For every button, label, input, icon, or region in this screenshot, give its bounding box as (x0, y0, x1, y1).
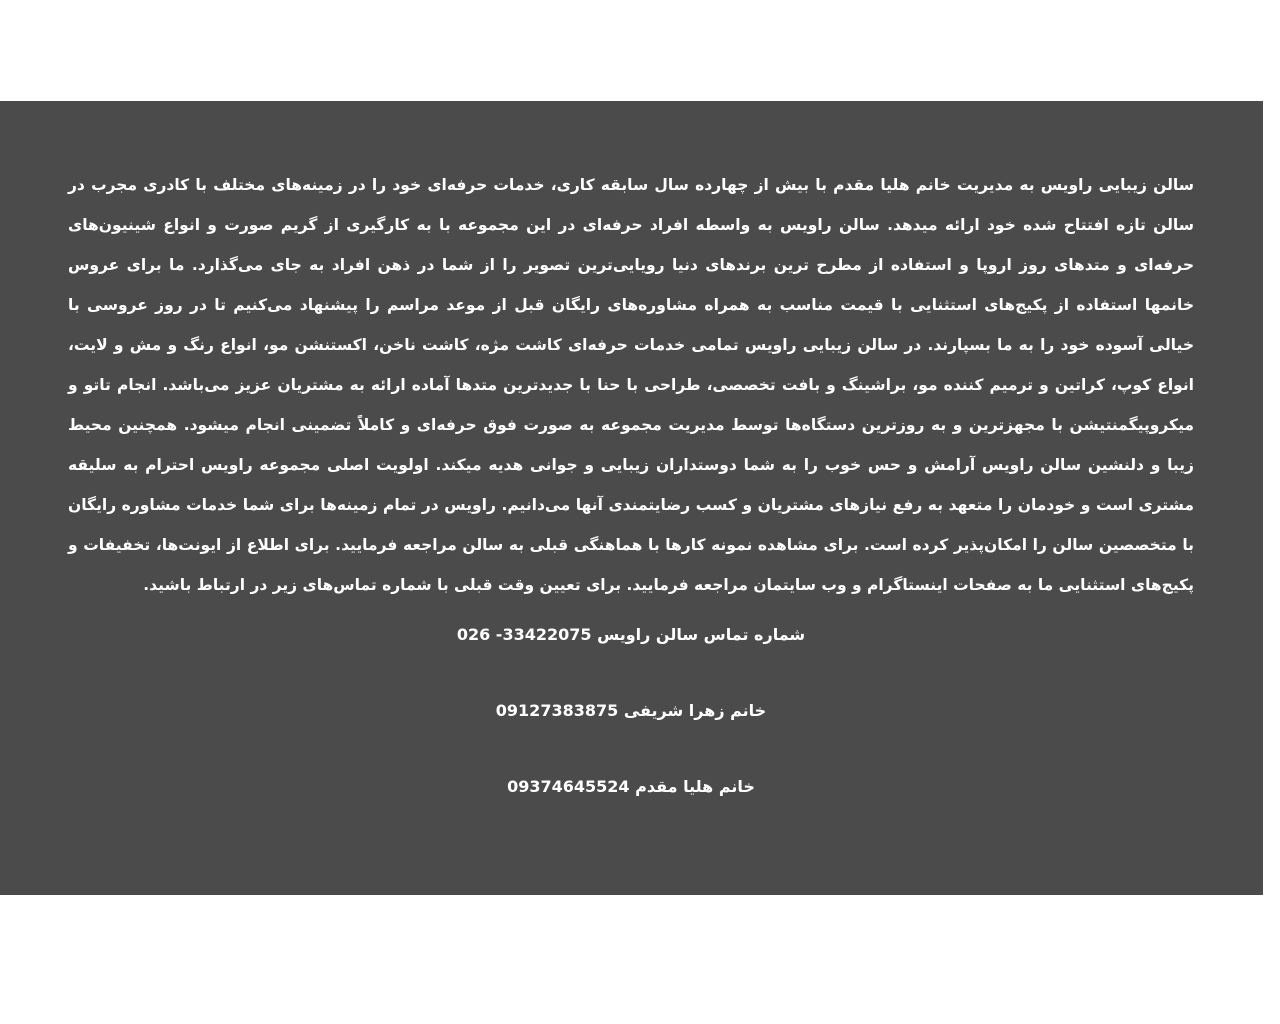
about-section (0, 101, 1263, 895)
contact-helia-moghadam: خانم هلیا مقدم 09374645524 (507, 777, 755, 796)
page-edge-strip (1263, 101, 1280, 895)
contact-salon-phone: شماره تماس سالن راویس 33422075- 026 (456, 625, 806, 644)
about-paragraph: سالن زیبایی راویس به مدیریت خانم هلیا مقدم با بیش از چهارده سال سابقه کاری، خدمات حرفه‌ای خود را در زمینه‌های مختلف با کادری مجرب در سالن تازه افتتاح شده خود ارائه میدهد. سالن راویس به واسطه افراد حرفه‌ای در این مجموعه با به کارگیری از گریم صورت و انواع شینیون‌های حرفه‌ای و متدهای روز اروپا و استفاده از مطرح ترین برندهای دنیا رویایی‌ترین تصویر را از شما در ذهن افراد به جای می‌گذارد. ما برای عروس خانمها استفاده از پکیج‌های استثنایی با قیمت مناسب به همراه مشاوره‌های رایگان قبل از موعد مراسم را پیشنهاد می‌کنیم تا در روز عروسی با خیالی آسوده خود را به ما بسپارند. در سالن زیبایی راویس تمامی خدمات حرفه‌ای کاشت مژه، کاشت ناخن، اکستنشن مو، انواع رنگ و مش و لایت، انواع کوپ، کراتین و ترمیم کننده مو، براشینگ و بافت تخصصی، طراحی با حنا با جدیدترین متدها آماده ارائه به مشتریان عزیز می‌باشد. انجام تاتو و میکروپیگمنتیشن با مجهزترین و به روزترین دستگاه‌ها توسط مدیریت مجموعه به صورت فوق حرفه‌ای و کاملاً تضمینی انجام میشود. همچنین محیط زیبا و دلنشین سالن راویس آرامش و حس خوب را به شما دوستداران زیبایی و جوانی هدیه میکند. اولویت اصلی مجموعه راویس احترام به سلیقه مشتری است و خودمان را متعهد به رفع نیازهای مشتریان و کسب رضایتمندی آنها می‌دانیم. راویس در تمام زمینه‌ها برای شما خدمات مشاوره رایگان با متخصصین سالن را امکان‌پذیر کرده است. برای مشاهده نمونه کارها با هماهنگی قبلی به سالن مراجعه فرمایید. برای اطلاع از ایونت‌ها، تخفیفات و پکیج‌های استثنایی ما به صفحات اینستاگرام و وب سایتمان مراجعه فرمایید. برای تعیین وقت قبلی با شماره تماس‌های زیر در ارتباط باشید. (68, 176, 1194, 594)
contact-zahra-sharifi: خانم زهرا شریفی 09127383875 (495, 701, 767, 720)
contact-list (68, 617, 1194, 845)
